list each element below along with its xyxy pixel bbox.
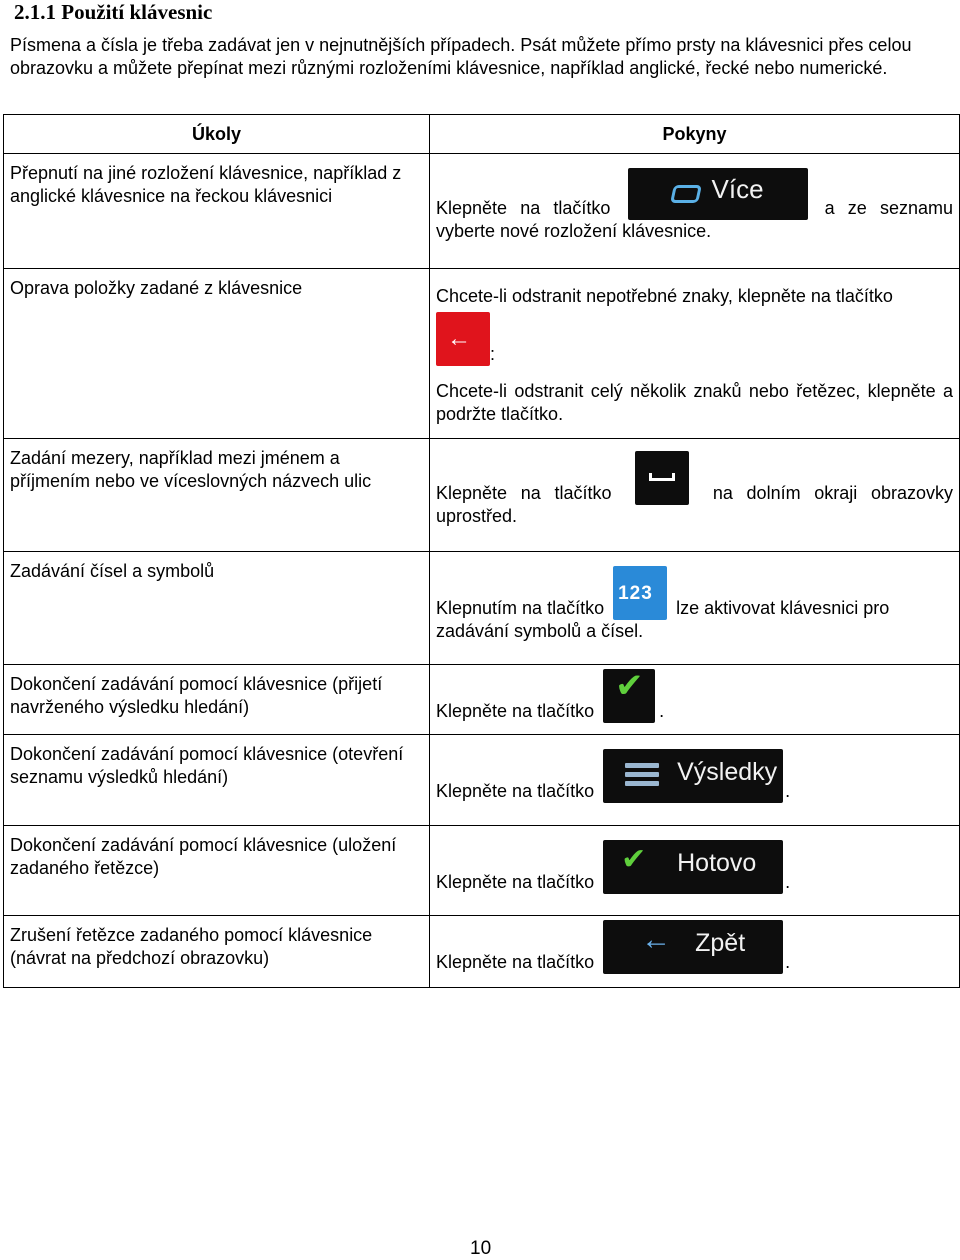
task-cell: Dokončení zadávání pomocí klávesnice (přijetí navrženého výsledku hledání) [4,665,430,735]
back-button[interactable] [603,920,783,974]
instruction-cell [430,552,960,665]
instruction-text: Klepněte na tlačítko [436,701,595,721]
task-cell: Dokončení zadávání pomocí klávesnice (otevření seznamu výsledků hledání) [4,735,430,826]
more-button-label: Více [711,174,764,204]
page-number: 10 [470,1238,492,1259]
task-cell: Zrušení řetězce zadaného pomocí klávesnice (návrat na předchozí obrazovku) [4,916,430,988]
instruction-cell [430,665,960,735]
keyboard-layout-icon [670,185,702,203]
space-bar-icon [649,473,675,481]
instruction-text: Klepněte na tlačítko [436,952,595,972]
section-heading: 2.1.1 Použití klávesnic [14,0,213,24]
instruction-text: a ze seznamu vyberte nové rozložení klávesnice. [436,198,953,241]
instruction-text: Klepněte na tlačítko [436,198,611,218]
back-arrow-icon: ← [641,923,672,956]
header-instructions: Pokyny [430,115,960,154]
numeric-keyboard-button[interactable] [613,566,667,620]
instruction-cell [430,916,960,988]
table-header-row [4,115,960,154]
table-row [4,826,960,916]
instruction-cell [430,439,960,552]
instruction-cell [430,269,960,439]
intro-paragraph: Písmena a čísla je třeba zadávat jen v nejnutnějších případech. Psát můžete přímo prsty na klávesnici přes celou obrazovku a můžete přepínat mezi různými rozloženími klávesnice, například anglické, řecké nebo numerické. [10,35,912,78]
instruction-cell [430,735,960,826]
accept-button[interactable] [603,669,655,723]
results-button[interactable] [603,749,783,803]
table-row [4,916,960,988]
backspace-line [436,312,953,382]
table-row [4,735,960,826]
instruction-text: : [490,344,496,364]
instruction-text: Chcete-li odstranit nepotřebné znaky, klepněte na tlačítko [436,286,893,306]
table-row [4,552,960,665]
instruction-text: na dolním okraji obrazovky uprostřed. [436,483,953,526]
table-row [4,154,960,269]
space-button[interactable] [635,451,689,505]
instruction-cell [430,826,960,916]
instruction-text: lze aktivovat klávesnici pro zadávání symbolů a čísel. [436,598,890,641]
table-row [4,439,960,552]
more-button[interactable] [628,168,808,220]
keyboard-usage-table [3,114,960,988]
results-button-label: Výsledky [677,758,778,786]
instruction-cell [430,154,960,269]
task-cell: Zadání mezery, například mezi jménem a příjmením nebo ve víceslovných názvech ulic [4,439,430,552]
instruction-text: . [659,701,665,721]
back-button-label: Zpět [695,929,746,957]
instruction-text: . [785,781,791,801]
task-cell: Zadávání čísel a symbolů [4,552,430,665]
instruction-text: Chcete-li odstranit celý několik znaků nebo řetězec, klepněte a podržte tlačítko. [436,381,953,424]
done-button-label: Hotovo [677,849,757,877]
list-icon [625,763,659,789]
table-row [4,269,960,439]
done-button[interactable] [603,840,783,894]
task-cell: Přepnutí na jiné rozložení klávesnice, například z anglické klávesnice na řeckou klávesnici [4,154,430,269]
numeric-button-label: 123 [618,583,653,604]
table-row [4,665,960,735]
header-tasks: Úkoly [4,115,430,154]
instruction-text: . [785,872,791,892]
instruction-text: . [785,952,791,972]
instruction-text: Klepnutím na tlačítko [436,598,605,618]
backspace-arrow-icon: ← [447,325,471,352]
instruction-text: Klepněte na tlačítko [436,483,612,503]
backspace-button[interactable] [436,312,490,366]
task-cell: Dokončení zadávání pomocí klávesnice (uložení zadaného řetězce) [4,826,430,916]
instruction-text: Klepněte na tlačítko [436,872,595,892]
instruction-text: Klepněte na tlačítko [436,781,595,801]
checkmark-icon: ✔ [615,667,644,705]
checkmark-icon: ✔ [621,843,647,876]
task-cell: Oprava položky zadané z klávesnice [4,269,430,439]
